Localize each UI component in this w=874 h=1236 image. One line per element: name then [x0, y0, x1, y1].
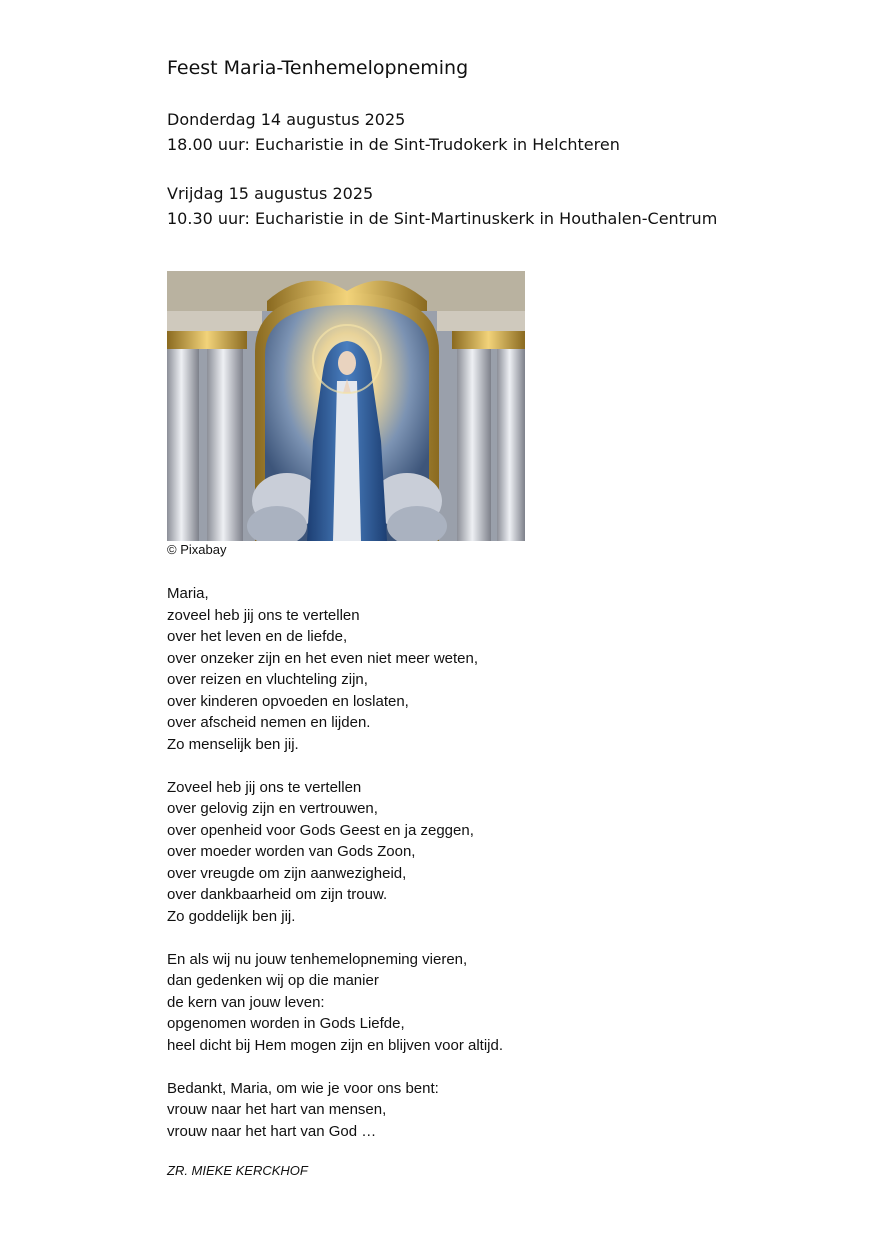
poem-line: over het leven en de liefde, [167, 628, 348, 645]
poem-line: de kern van jouw leven: [167, 993, 325, 1011]
mary-altar-image [167, 271, 525, 541]
poem-line: zoveel heb jij ons te vertellen [167, 606, 360, 624]
poem-line: over onzeker zijn en het even niet meer weten, [167, 649, 479, 667]
event-date: Donderdag 14 augustus 2025 [167, 110, 406, 129]
poem-line: over moeder worden van Gods Zoon, [167, 843, 416, 860]
poem-line: over vreugde om zijn aanwezigheid, [167, 864, 407, 882]
poem-line: over openheid voor Gods Geest en ja zeggen, [167, 821, 474, 839]
event-friday [167, 181, 717, 231]
poem-stanza-3 [167, 949, 503, 1057]
poem-line: over reizen en vluchteling zijn, [167, 671, 368, 688]
poem-stanza-1 [167, 583, 503, 755]
poem-line: Zoveel heb jij ons te vertellen [167, 778, 362, 796]
poem-line: vrouw naar het hart van God … [167, 1122, 377, 1140]
poem-line: Maria, [167, 585, 209, 602]
poem-stanza-2 [167, 777, 503, 928]
poem-line: over afscheid nemen en lijden. [167, 714, 371, 731]
image-credit: © Pixabay [167, 542, 227, 557]
event-thursday [167, 107, 620, 157]
author-signature: ZR. MIEKE KERCKHOF [167, 1163, 308, 1178]
poem [167, 583, 503, 1164]
poem-line: over dankbaarheid om zijn trouw. [167, 886, 388, 903]
poem-line: En als wij nu jouw tenhemelopneming vieren, [167, 950, 468, 968]
event-date: Vrijdag 15 augustus 2025 [167, 184, 374, 203]
poem-line: heel dicht bij Hem mogen zijn en blijven voor altijd. [167, 1036, 504, 1054]
poem-line: dan gedenken wij op die manier [167, 972, 379, 989]
poem-line: Bedankt, Maria, om wie je voor ons bent: [167, 1079, 439, 1097]
poem-line: over gelovig zijn en vertrouwen, [167, 800, 378, 817]
event-detail: 10.30 uur: Eucharistie in de Sint-Martinuskerk in Houthalen-Centrum [167, 209, 718, 228]
poem-line: vrouw naar het hart van mensen, [167, 1101, 387, 1118]
poem-line: Zo menselijk ben jij. [167, 735, 299, 753]
poem-line: Zo goddelijk ben jij. [167, 907, 296, 925]
poem-stanza-4 [167, 1078, 503, 1143]
page-title: Feest Maria-Tenhemelopneming [167, 57, 469, 79]
poem-line: opgenomen worden in Gods Liefde, [167, 1015, 405, 1032]
poem-line: over kinderen opvoeden en loslaten, [167, 692, 409, 710]
event-detail: 18.00 uur: Eucharistie in de Sint-Trudokerk in Helchteren [167, 135, 620, 154]
